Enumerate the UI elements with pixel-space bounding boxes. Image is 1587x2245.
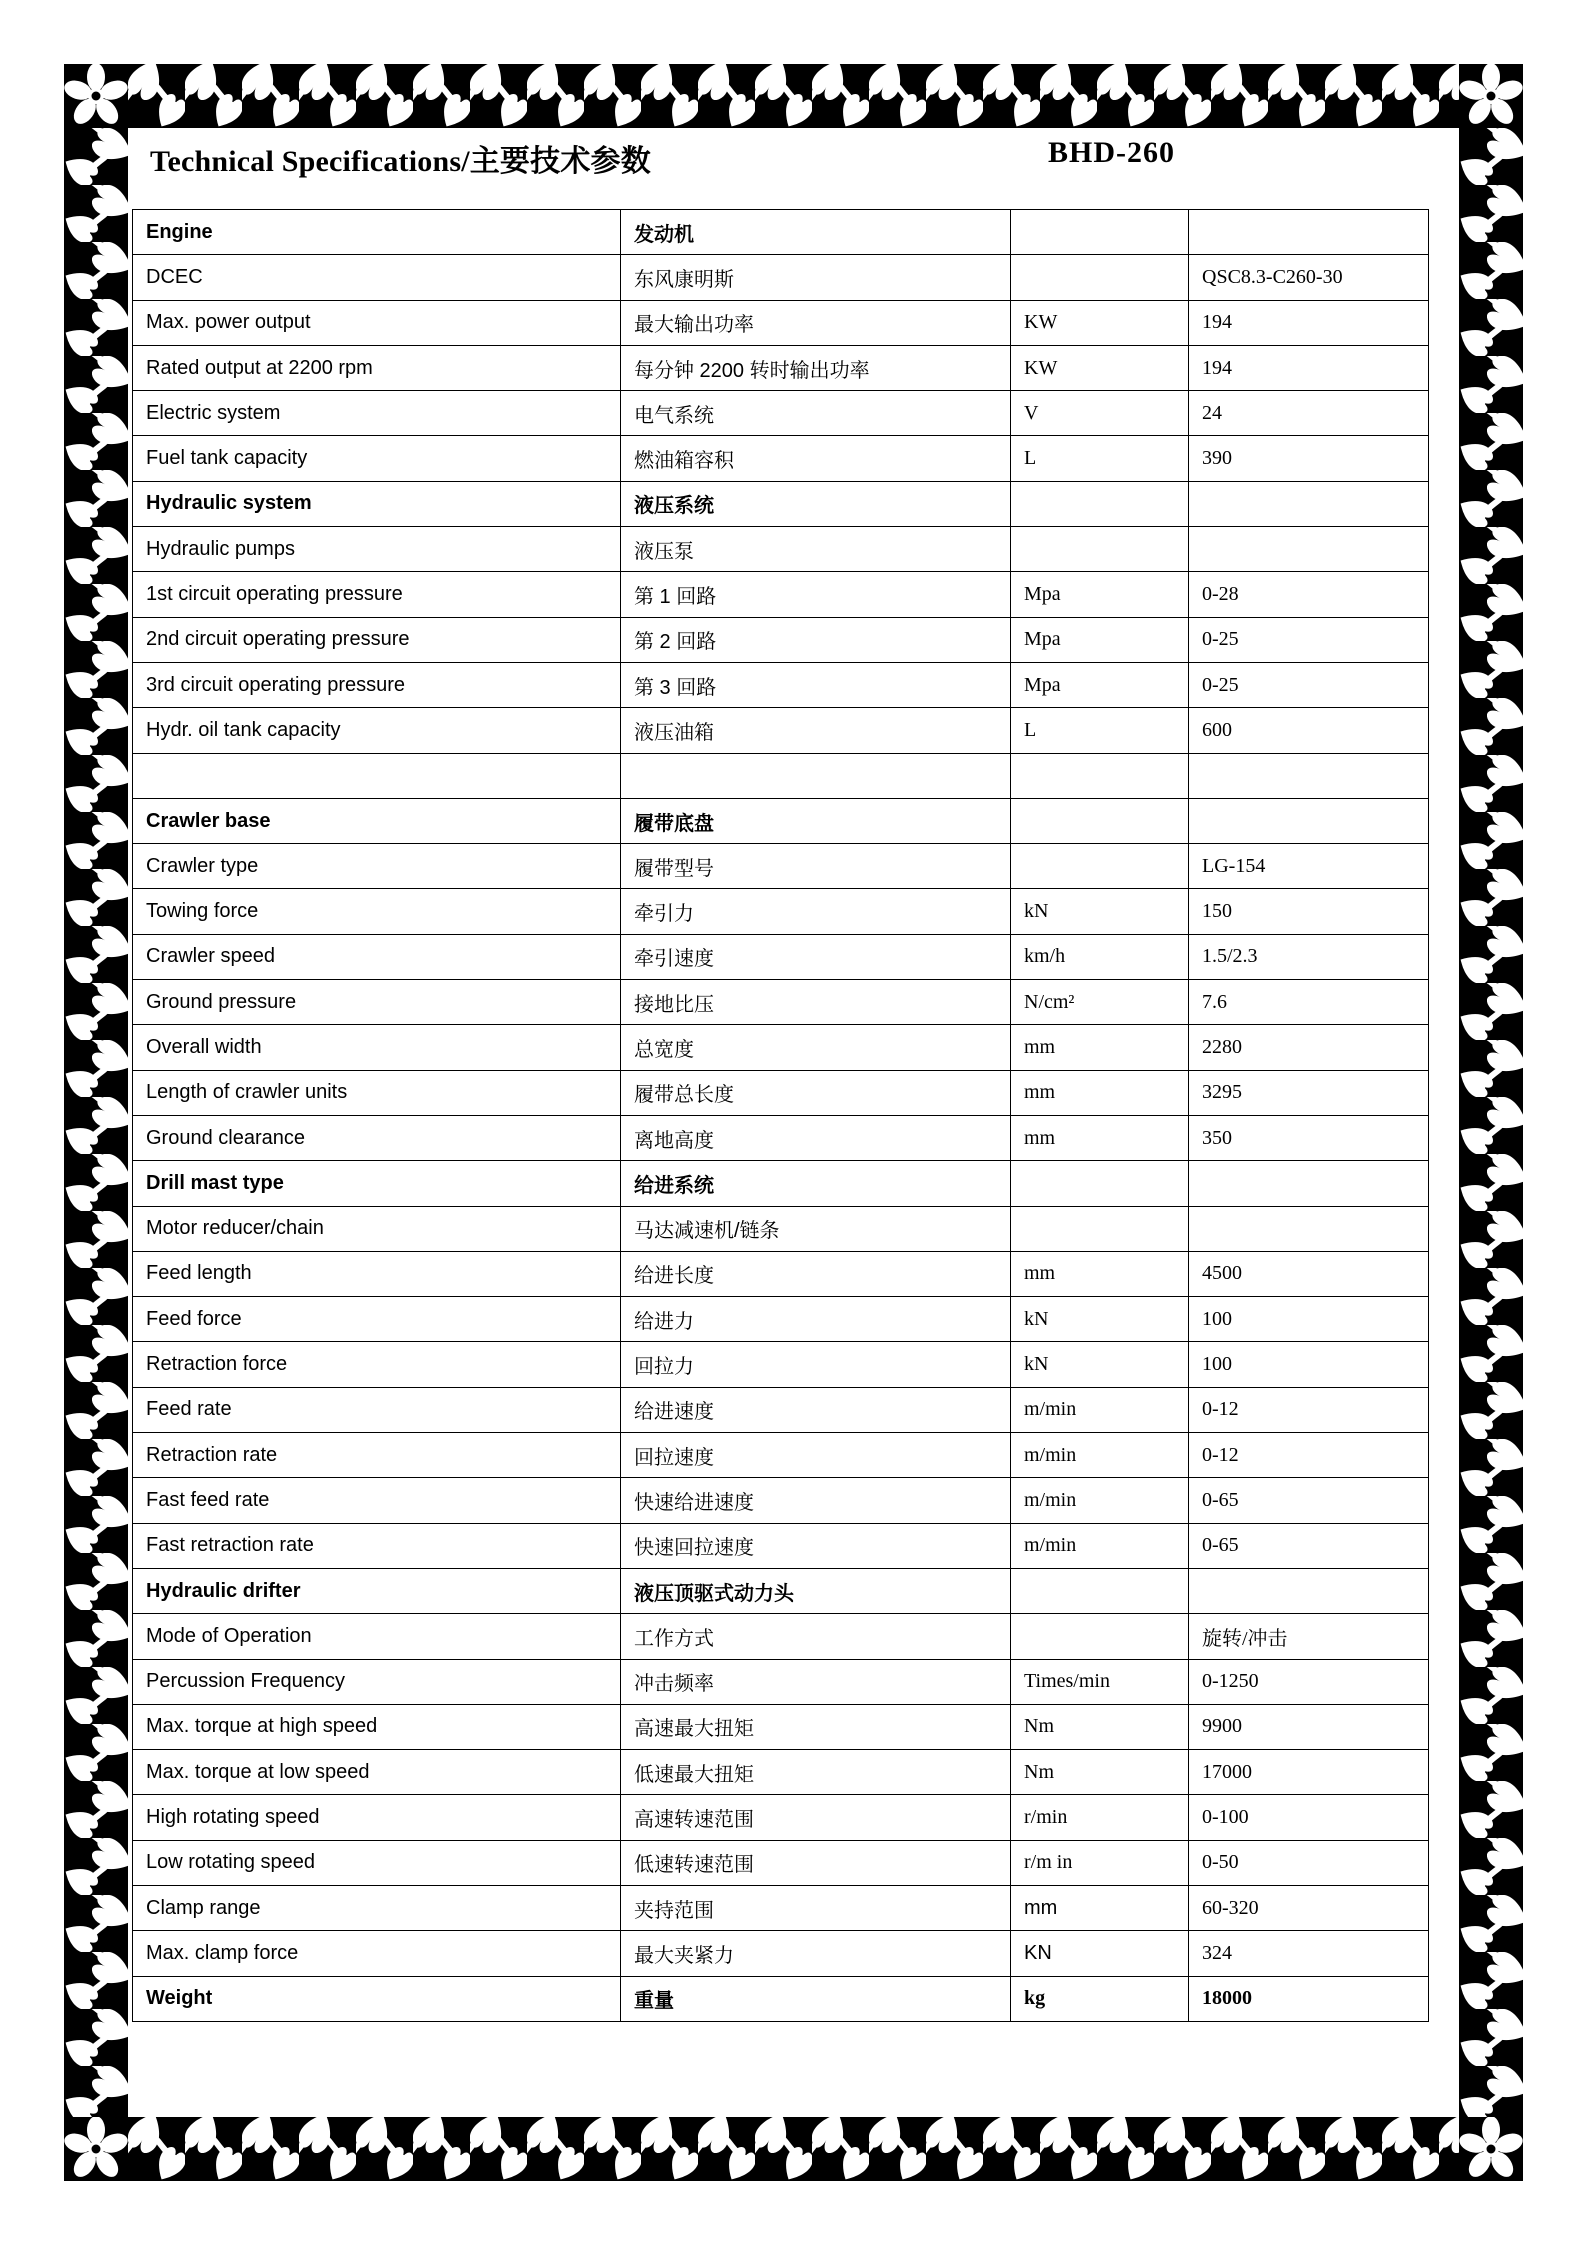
spec-en: 3rd circuit operating pressure [133, 662, 621, 707]
spec-en: Towing force [133, 889, 621, 934]
spec-en: Max. power output [133, 300, 621, 345]
spec-unit: m/min [1011, 1478, 1189, 1523]
spec-en: Hydr. oil tank capacity [133, 708, 621, 753]
spec-en: Crawler type [133, 844, 621, 889]
spec-cn: 履带型号 [621, 844, 1011, 889]
spec-cn: 发动机 [621, 210, 1011, 255]
spec-en: Feed rate [133, 1387, 621, 1432]
spec-unit: L [1011, 436, 1189, 481]
spec-en: Length of crawler units [133, 1070, 621, 1115]
spec-val: 旋转/冲击 [1189, 1614, 1429, 1659]
spec-unit [1011, 1614, 1189, 1659]
spec-unit: mm [1011, 1070, 1189, 1115]
spec-table-body [133, 210, 1429, 2022]
spec-cn: 最大夹紧力 [621, 1931, 1011, 1976]
table-row [133, 1387, 1429, 1432]
spec-en: Feed length [133, 1251, 621, 1296]
spec-cn: 快速回拉速度 [621, 1523, 1011, 1568]
table-row [133, 980, 1429, 1025]
spec-cn: 接地比压 [621, 980, 1011, 1025]
spec-en: Engine [133, 210, 621, 255]
spec-val: 17000 [1189, 1750, 1429, 1795]
spec-val: 0-50 [1189, 1840, 1429, 1885]
spec-val: 0-12 [1189, 1433, 1429, 1478]
spec-val [1189, 527, 1429, 572]
table-row [133, 436, 1429, 481]
table-row [133, 391, 1429, 436]
spec-unit [1011, 481, 1189, 526]
table-row [133, 1025, 1429, 1070]
spec-en: Hydraulic drifter [133, 1568, 621, 1613]
spec-en: Fuel tank capacity [133, 436, 621, 481]
spec-val [1189, 1568, 1429, 1613]
spec-unit [1011, 527, 1189, 572]
spec-val: 4500 [1189, 1251, 1429, 1296]
spec-en: Hydraulic system [133, 481, 621, 526]
spec-unit: kN [1011, 889, 1189, 934]
spec-cn: 给进速度 [621, 1387, 1011, 1432]
table-row [133, 1433, 1429, 1478]
table-row [133, 1251, 1429, 1296]
spec-cn: 工作方式 [621, 1614, 1011, 1659]
spec-cn: 第 3 回路 [621, 662, 1011, 707]
spec-cn: 总宽度 [621, 1025, 1011, 1070]
spec-val [1189, 753, 1429, 798]
spec-val [1189, 210, 1429, 255]
spec-val: 0-25 [1189, 617, 1429, 662]
table-row [133, 1478, 1429, 1523]
border-vine-left [64, 128, 128, 2117]
spec-unit: r/min [1011, 1795, 1189, 1840]
spec-cn: 快速给进速度 [621, 1478, 1011, 1523]
spec-cn [621, 753, 1011, 798]
table-row [133, 1523, 1429, 1568]
table-row [133, 345, 1429, 390]
spec-cn: 牵引力 [621, 889, 1011, 934]
spec-unit: m/min [1011, 1433, 1189, 1478]
spec-cn: 燃油箱容积 [621, 436, 1011, 481]
spec-val: 350 [1189, 1115, 1429, 1160]
spec-cn: 给进系统 [621, 1161, 1011, 1206]
table-row [133, 1614, 1429, 1659]
spec-unit: kN [1011, 1297, 1189, 1342]
table-row [133, 753, 1429, 798]
spec-en: Weight [133, 1976, 621, 2021]
spec-en: Overall width [133, 1025, 621, 1070]
table-row [133, 1115, 1429, 1160]
table-row [133, 572, 1429, 617]
spec-unit [1011, 1161, 1189, 1206]
table-row [133, 527, 1429, 572]
spec-en: Max. clamp force [133, 1931, 621, 1976]
spec-cn: 液压油箱 [621, 708, 1011, 753]
spec-val: 600 [1189, 708, 1429, 753]
spec-cn: 履带总长度 [621, 1070, 1011, 1115]
spec-unit: m/min [1011, 1387, 1189, 1432]
spec-table [132, 209, 1429, 2022]
spec-en: Max. torque at high speed [133, 1704, 621, 1749]
spec-cn: 马达减速机/链条 [621, 1206, 1011, 1251]
spec-unit: Nm [1011, 1704, 1189, 1749]
table-row [133, 1297, 1429, 1342]
spec-val: 24 [1189, 391, 1429, 436]
spec-unit: KW [1011, 300, 1189, 345]
spec-cn: 第 1 回路 [621, 572, 1011, 617]
spec-unit: N/cm² [1011, 980, 1189, 1025]
spec-unit: m/min [1011, 1523, 1189, 1568]
table-row [133, 1070, 1429, 1115]
table-row [133, 662, 1429, 707]
spec-en: High rotating speed [133, 1795, 621, 1840]
spec-val: 9900 [1189, 1704, 1429, 1749]
spec-val: 7.6 [1189, 980, 1429, 1025]
spec-unit: Nm [1011, 1750, 1189, 1795]
spec-val: 0-25 [1189, 662, 1429, 707]
spec-en [133, 753, 621, 798]
spec-unit: Mpa [1011, 617, 1189, 662]
spec-en: Low rotating speed [133, 1840, 621, 1885]
spec-val: 0-65 [1189, 1478, 1429, 1523]
table-row [133, 210, 1429, 255]
spec-en: Crawler base [133, 798, 621, 843]
spec-unit: km/h [1011, 934, 1189, 979]
spec-cn: 离地高度 [621, 1115, 1011, 1160]
spec-en: Hydraulic pumps [133, 527, 621, 572]
spec-cn: 第 2 回路 [621, 617, 1011, 662]
spec-val: 194 [1189, 345, 1429, 390]
table-row [133, 889, 1429, 934]
table-row [133, 1568, 1429, 1613]
spec-en: Fast retraction rate [133, 1523, 621, 1568]
spec-unit: KN [1011, 1931, 1189, 1976]
spec-val: 100 [1189, 1297, 1429, 1342]
table-row [133, 481, 1429, 526]
spec-unit: mm [1011, 1251, 1189, 1296]
spec-cn: 牵引速度 [621, 934, 1011, 979]
spec-val: 0-12 [1189, 1387, 1429, 1432]
spec-unit [1011, 753, 1189, 798]
spec-val: 100 [1189, 1342, 1429, 1387]
spec-unit [1011, 798, 1189, 843]
spec-unit: Mpa [1011, 572, 1189, 617]
spec-cn: 回拉速度 [621, 1433, 1011, 1478]
spec-en: Retraction force [133, 1342, 621, 1387]
spec-val [1189, 798, 1429, 843]
spec-val: 390 [1189, 436, 1429, 481]
border-vine-right [1459, 128, 1523, 2117]
spec-en: Mode of Operation [133, 1614, 621, 1659]
spec-val: LG-154 [1189, 844, 1429, 889]
spec-en: Motor reducer/chain [133, 1206, 621, 1251]
spec-val: 324 [1189, 1931, 1429, 1976]
spec-en: Drill mast type [133, 1161, 621, 1206]
spec-unit [1011, 1206, 1189, 1251]
table-row [133, 1795, 1429, 1840]
spec-val: 18000 [1189, 1976, 1429, 2021]
corner-flower-icon [1459, 64, 1523, 128]
spec-unit: kg [1011, 1976, 1189, 2021]
spec-unit: L [1011, 708, 1189, 753]
table-row [133, 1704, 1429, 1749]
spec-unit: mm [1011, 1025, 1189, 1070]
table-row [133, 708, 1429, 753]
spec-cn: 给进力 [621, 1297, 1011, 1342]
model-number: BHD-260 [1048, 136, 1175, 169]
spec-en: 2nd circuit operating pressure [133, 617, 621, 662]
spec-en: Ground clearance [133, 1115, 621, 1160]
page-title: Technical Specifications/主要技术参数 [150, 145, 651, 178]
spec-unit [1011, 844, 1189, 889]
spec-val: 0-28 [1189, 572, 1429, 617]
spec-en: Ground pressure [133, 980, 621, 1025]
spec-en: Max. torque at low speed [133, 1750, 621, 1795]
spec-unit [1011, 255, 1189, 300]
spec-val [1189, 1206, 1429, 1251]
spec-cn: 履带底盘 [621, 798, 1011, 843]
spec-val: 0-100 [1189, 1795, 1429, 1840]
table-row [133, 1206, 1429, 1251]
spec-unit: r/m in [1011, 1840, 1189, 1885]
spec-val: 1.5/2.3 [1189, 934, 1429, 979]
spec-val: 3295 [1189, 1070, 1429, 1115]
spec-unit [1011, 1568, 1189, 1613]
spec-cn: 冲击频率 [621, 1659, 1011, 1704]
spec-unit: mm [1011, 1885, 1189, 1930]
spec-cn: 电气系统 [621, 391, 1011, 436]
spec-val: 60-320 [1189, 1885, 1429, 1930]
table-row [133, 300, 1429, 345]
spec-unit: KW [1011, 345, 1189, 390]
spec-val: 194 [1189, 300, 1429, 345]
spec-cn: 低速转速范围 [621, 1840, 1011, 1885]
table-row [133, 934, 1429, 979]
corner-flower-icon [1459, 2117, 1523, 2181]
spec-cn: 液压泵 [621, 527, 1011, 572]
spec-val: 0-65 [1189, 1523, 1429, 1568]
corner-flower-icon [64, 2117, 128, 2181]
spec-en: DCEC [133, 255, 621, 300]
spec-val: 150 [1189, 889, 1429, 934]
table-row [133, 1840, 1429, 1885]
spec-en: Rated output at 2200 rpm [133, 345, 621, 390]
spec-cn: 高速最大扭矩 [621, 1704, 1011, 1749]
spec-cn: 液压顶驱式动力头 [621, 1568, 1011, 1613]
spec-cn: 液压系统 [621, 481, 1011, 526]
border-vine-bottom [128, 2117, 1459, 2181]
table-row [133, 1161, 1429, 1206]
spec-val: QSC8.3-C260-30 [1189, 255, 1429, 300]
spec-unit: Mpa [1011, 662, 1189, 707]
spec-cn: 回拉力 [621, 1342, 1011, 1387]
spec-cn: 给进长度 [621, 1251, 1011, 1296]
table-row [133, 1342, 1429, 1387]
spec-unit: kN [1011, 1342, 1189, 1387]
table-row [133, 798, 1429, 843]
spec-unit: Times/min [1011, 1659, 1189, 1704]
spec-val [1189, 1161, 1429, 1206]
spec-unit [1011, 210, 1189, 255]
spec-cn: 最大输出功率 [621, 300, 1011, 345]
spec-en: Percussion Frequency [133, 1659, 621, 1704]
corner-flower-icon [64, 64, 128, 128]
table-row [133, 1885, 1429, 1930]
table-row [133, 1976, 1429, 2021]
spec-cn: 重量 [621, 1976, 1011, 2021]
table-row [133, 617, 1429, 662]
spec-en: Electric system [133, 391, 621, 436]
spec-unit: V [1011, 391, 1189, 436]
spec-en: Clamp range [133, 1885, 621, 1930]
spec-val [1189, 481, 1429, 526]
table-row [133, 1659, 1429, 1704]
spec-unit: mm [1011, 1115, 1189, 1160]
border-vine-top [128, 64, 1459, 128]
spec-en: Feed force [133, 1297, 621, 1342]
spec-cn: 东风康明斯 [621, 255, 1011, 300]
spec-cn: 低速最大扭矩 [621, 1750, 1011, 1795]
table-row [133, 255, 1429, 300]
spec-en: 1st circuit operating pressure [133, 572, 621, 617]
spec-cn: 每分钟 2200 转时输出功率 [621, 345, 1011, 390]
spec-val: 2280 [1189, 1025, 1429, 1070]
table-row [133, 1931, 1429, 1976]
spec-cn: 夹持范围 [621, 1885, 1011, 1930]
spec-en: Retraction rate [133, 1433, 621, 1478]
table-row [133, 1750, 1429, 1795]
spec-cn: 高速转速范围 [621, 1795, 1011, 1840]
spec-en: Crawler speed [133, 934, 621, 979]
spec-en: Fast feed rate [133, 1478, 621, 1523]
spec-val: 0-1250 [1189, 1659, 1429, 1704]
table-row [133, 844, 1429, 889]
